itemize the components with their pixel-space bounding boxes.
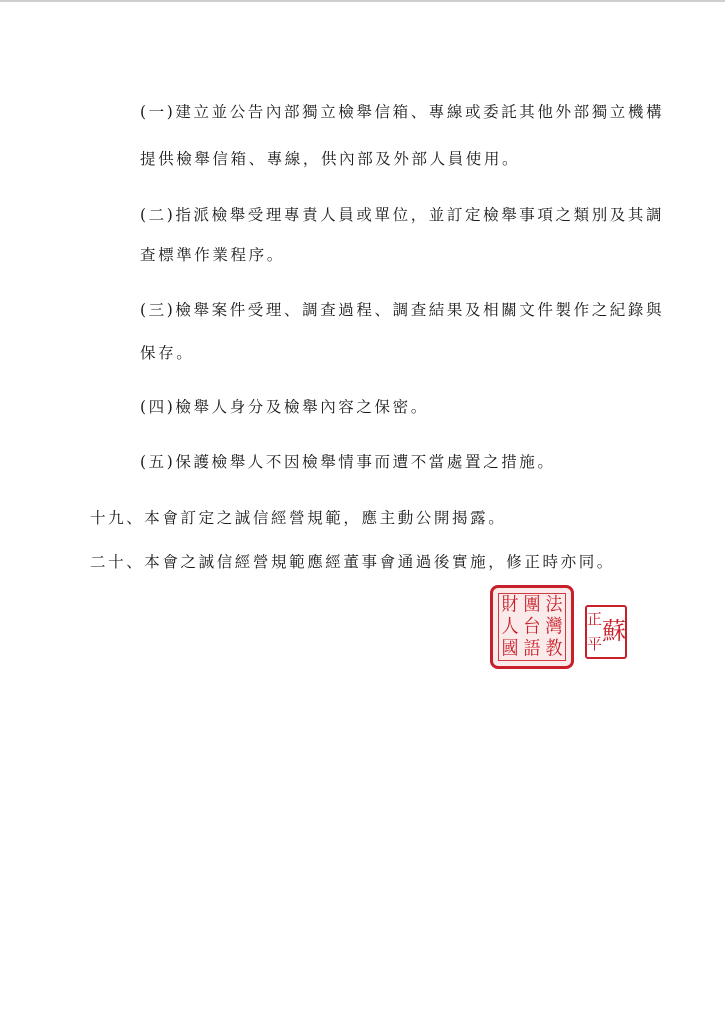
article-20: 二十、本會之誠信經營規範應經董事會通過後實施，修正時亦同。	[90, 553, 615, 571]
seal-char: 教	[545, 638, 563, 660]
organization-seal-inner	[498, 593, 566, 661]
seal-char: 蘇	[602, 617, 627, 645]
clause-2-line-2: 查標準作業程序。	[140, 246, 285, 264]
seal-char: 人	[501, 616, 519, 638]
article-19: 十九、本會訂定之誠信經營規範，應主動公開揭露。	[90, 509, 507, 527]
clause-3-line-2: 保存。	[140, 344, 195, 362]
organization-seal	[490, 585, 574, 669]
seal-char: 正	[587, 610, 603, 628]
clause-1-line-2: 提供檢舉信箱、專線，供內部及外部人員使用。	[140, 150, 521, 168]
seal-char: 團	[523, 594, 541, 616]
seal-char: 國	[501, 638, 519, 660]
clause-1-line-1: (一)建立並公告內部獨立檢舉信箱、專線或委託其他外部獨立機構	[140, 103, 665, 121]
seal-char: 灣	[545, 616, 563, 638]
seal-char: 語	[523, 638, 541, 660]
personal-seal	[585, 605, 627, 659]
clause-4: (四)檢舉人身分及檢舉內容之保密。	[140, 398, 429, 416]
clause-3-line-1: (三)檢舉案件受理、調查過程、調查結果及相關文件製作之紀錄與	[140, 301, 665, 319]
seal-char: 平	[587, 635, 603, 653]
seal-char: 法	[545, 594, 563, 616]
clause-2-line-1: (二)指派檢舉受理專責人員或單位，並訂定檢舉事項之類別及其調	[140, 206, 665, 224]
clause-5: (五)保護檢舉人不因檢舉情事而遭不當處置之措施。	[140, 453, 556, 471]
seal-char: 台	[523, 616, 541, 638]
seal-char: 財	[501, 594, 519, 616]
